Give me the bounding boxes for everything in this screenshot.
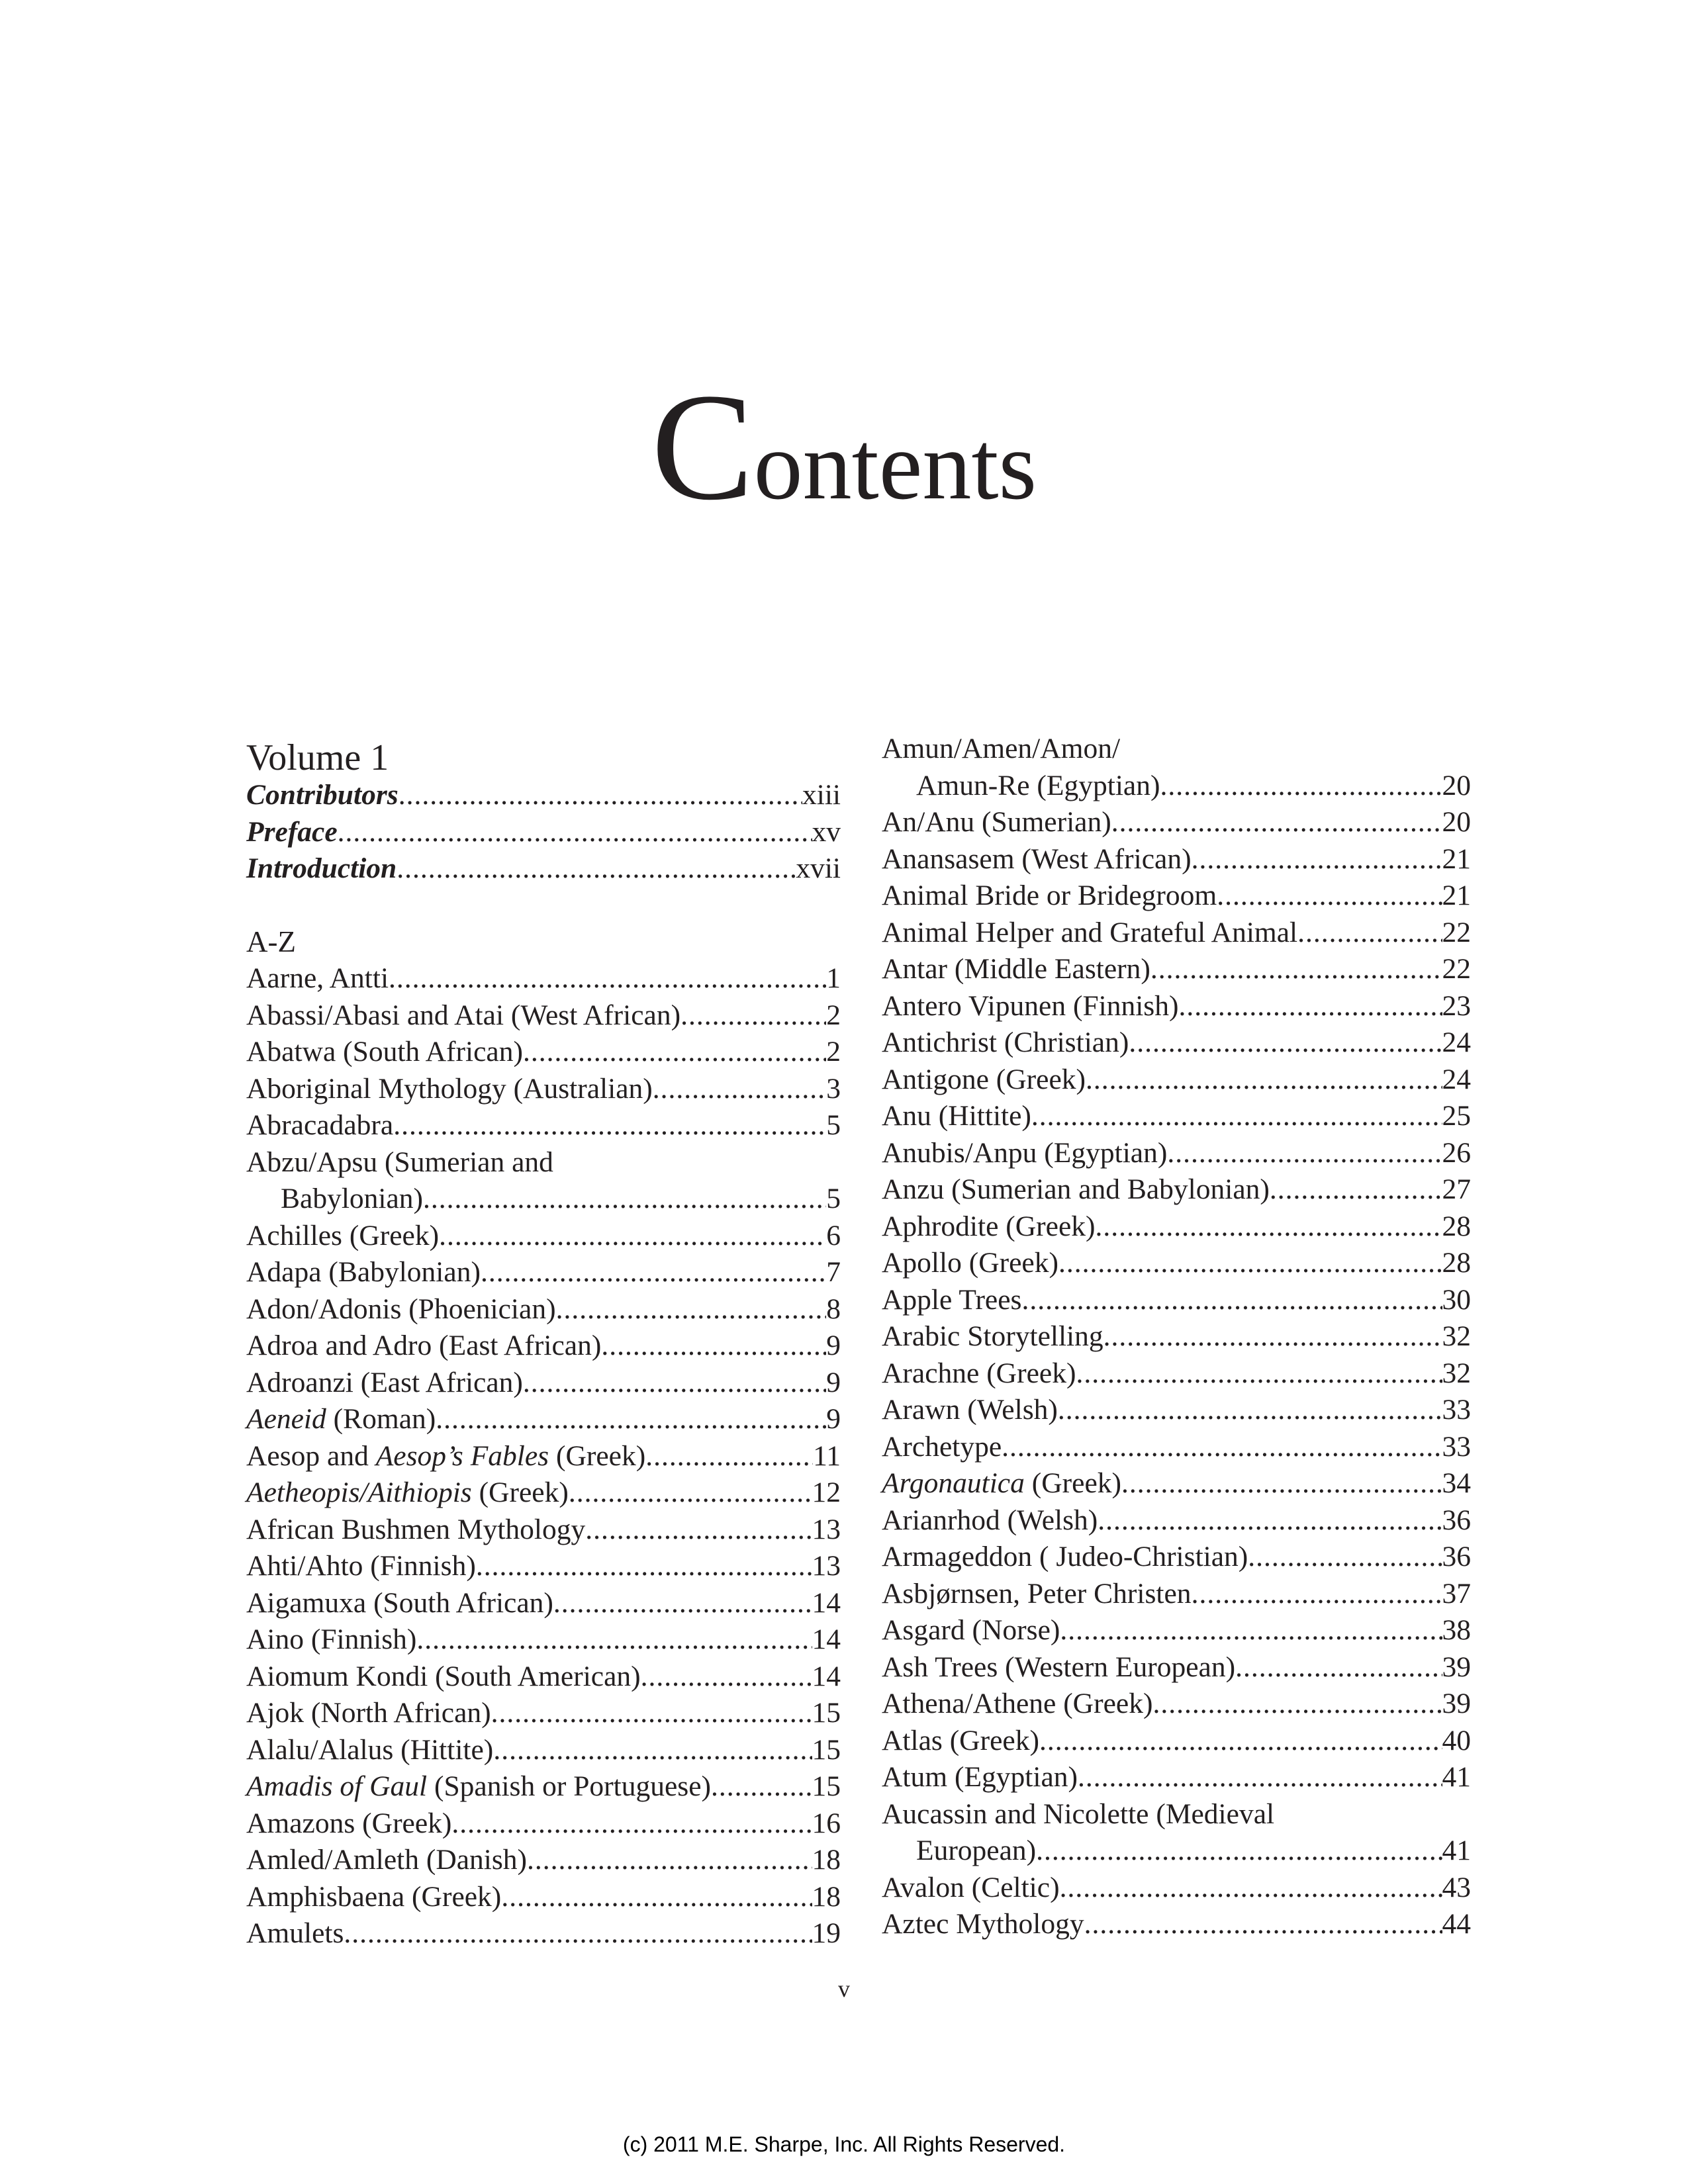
toc-entry-label: Aztec Mythology <box>882 1908 1084 1940</box>
dot-leader <box>1192 841 1442 878</box>
toc-entry-label: Ajok (North African) <box>246 1697 491 1729</box>
toc-entry-page: 28 <box>1442 1247 1471 1279</box>
dot-leader <box>1111 804 1442 841</box>
toc-entry[interactable] <box>246 1585 841 1622</box>
copyright-notice: (c) 2011 M.E. Sharpe, Inc. All Rights Reserved. <box>622 2132 1066 2156</box>
toc-right-column <box>882 731 1471 1943</box>
toc-entry-page: 11 <box>813 1439 841 1472</box>
toc-entry-title-italic: Aeneid <box>246 1403 326 1435</box>
toc-entry-label-rest: (Spanish or Portuguese) <box>427 1770 711 1802</box>
toc-entry-label: Amled/Amleth (Danish) <box>246 1844 528 1876</box>
dot-leader <box>451 1805 812 1843</box>
toc-entry[interactable] <box>882 1723 1471 1760</box>
toc-entry-label: Alalu/Alalus (Hittite) <box>246 1733 494 1766</box>
toc-entry-label: Anzu (Sumerian and Babylonian) <box>882 1173 1270 1205</box>
toc-entry-page: 1 <box>826 962 841 994</box>
toc-entry-label-rest: (Greek) <box>1024 1467 1121 1499</box>
toc-entry-page: 20 <box>1442 769 1471 801</box>
toc-entry-label: Atlas (Greek) <box>882 1724 1039 1756</box>
toc-entry-page: 41 <box>1442 1761 1471 1793</box>
dot-leader <box>416 1621 812 1659</box>
toc-entry-page: 15 <box>812 1733 841 1766</box>
toc-entry-label: Adroa and Adro (East African) <box>246 1330 602 1361</box>
toc-entry-page: 36 <box>1442 1541 1471 1572</box>
dot-leader <box>436 1401 826 1438</box>
dot-leader <box>1150 951 1442 988</box>
dot-leader <box>1297 915 1442 952</box>
toc-entry[interactable] <box>246 1512 841 1549</box>
toc-entry-first-line[interactable]: Abzu/Apsu (Sumerian and <box>246 1146 553 1178</box>
dot-leader <box>1152 1686 1442 1723</box>
toc-entry-label: Abassi/Abasi and Atai (West African) <box>246 999 681 1031</box>
toc-entry-page: 20 <box>1442 806 1471 838</box>
toc-entry-first-line[interactable]: Aucassin and Nicolette (Medieval <box>882 1797 1275 1830</box>
toc-entry[interactable] <box>882 1429 1471 1466</box>
toc-entry-page: 32 <box>1442 1357 1471 1389</box>
toc-entry[interactable] <box>882 1171 1471 1208</box>
toc-entry-page: 14 <box>812 1586 841 1619</box>
dot-leader <box>1060 1612 1442 1649</box>
toc-entry[interactable] <box>246 1218 841 1255</box>
toc-entry[interactable] <box>882 1282 1471 1319</box>
toc-entry[interactable] <box>882 915 1471 952</box>
dot-leader <box>1039 1723 1442 1760</box>
toc-entry-label: Asgard (Norse) <box>882 1614 1060 1646</box>
toc-entry-introduction[interactable] <box>246 850 841 887</box>
toc-entry-label: Asbjørnsen, Peter Christen <box>882 1577 1192 1610</box>
toc-entry-label: Adapa (Babylonian) <box>246 1256 481 1288</box>
toc-entry-title-italic: Aesop’s Fables <box>375 1439 549 1472</box>
toc-entry-page: 21 <box>1442 842 1471 875</box>
dot-leader <box>641 1659 812 1696</box>
dot-leader <box>523 1365 826 1402</box>
toc-entry-label: Antero Vipunen (Finnish) <box>882 989 1179 1022</box>
toc-entry-label: Antar (Middle Eastern) <box>882 953 1150 985</box>
toc-entry-page: xvii <box>796 852 841 884</box>
dot-leader <box>653 1071 827 1108</box>
toc-entry[interactable] <box>246 1548 841 1585</box>
volume-heading: Volume 1 <box>246 737 389 778</box>
toc-entry-first-line[interactable]: Amun/Amen/Amon/ <box>882 733 1121 764</box>
toc-entry-label: Abracadabra <box>246 1109 394 1141</box>
toc-entry[interactable] <box>882 1759 1471 1796</box>
toc-entry-page: 14 <box>812 1660 841 1692</box>
dot-leader <box>393 1107 826 1144</box>
dot-leader <box>569 1475 812 1512</box>
toc-entry[interactable] <box>882 841 1471 878</box>
dot-leader <box>1021 1282 1442 1319</box>
toc-entry-label-pre: Aesop and <box>246 1439 376 1472</box>
toc-entry[interactable] <box>882 1649 1471 1686</box>
toc-entry-label-rest: (Greek) <box>471 1477 569 1508</box>
toc-entry[interactable] <box>882 1870 1471 1907</box>
toc-entry-label: African Bushmen Mythology <box>246 1513 586 1545</box>
toc-entry-label: Antigone (Greek) <box>882 1063 1086 1095</box>
dot-leader <box>1129 1024 1442 1062</box>
toc-entry-page: 12 <box>812 1477 841 1508</box>
toc-entry-label: Arianrhod (Welsh) <box>882 1504 1098 1536</box>
dot-leader <box>645 1438 813 1475</box>
dot-leader <box>585 1512 812 1549</box>
toc-entry[interactable] <box>246 1732 841 1769</box>
toc-entry-label <box>246 1475 569 1512</box>
toc-entry-label: Anubis/Anpu (Egyptian) <box>882 1136 1168 1169</box>
toc-entry-label: Abatwa (South African) <box>246 1036 523 1068</box>
toc-entry-page: 8 <box>826 1293 841 1325</box>
toc-entry[interactable] <box>882 1098 1471 1135</box>
toc-entry[interactable] <box>246 1365 841 1402</box>
dot-leader <box>1160 768 1442 805</box>
toc-entry-label: Apple Trees <box>882 1283 1022 1316</box>
dot-leader <box>344 1915 812 1952</box>
toc-entry[interactable] <box>246 1071 841 1108</box>
toc-entry[interactable] <box>246 1621 841 1659</box>
toc-entry-page: 2 <box>826 999 841 1031</box>
toc-entry-page: 44 <box>1442 1908 1471 1940</box>
dot-leader <box>1121 1465 1442 1502</box>
dot-leader <box>501 1879 812 1916</box>
toc-entry-continuation[interactable] <box>882 768 1471 805</box>
toc-entry[interactable] <box>246 1291 841 1328</box>
dot-leader <box>553 1585 812 1622</box>
toc-entry-label: Amun-Re (Egyptian) <box>916 769 1160 801</box>
toc-entry-continuation[interactable] <box>246 1181 841 1218</box>
toc-entry-label: Amazons (Greek) <box>246 1807 452 1839</box>
dot-leader <box>1086 1062 1442 1099</box>
toc-entry[interactable] <box>246 1475 841 1512</box>
toc-entry-label: Preface <box>246 815 338 848</box>
dot-leader <box>1192 1576 1442 1613</box>
toc-entry-page: 18 <box>812 1880 841 1913</box>
toc-entry-label: Armageddon ( Judeo-Christian) <box>882 1541 1248 1572</box>
toc-entry-page: 25 <box>1442 1100 1471 1132</box>
toc-entry[interactable] <box>246 1328 841 1365</box>
toc-entry[interactable] <box>882 1465 1471 1502</box>
toc-entry-label: Adon/Adonis (Phoenician) <box>246 1293 556 1325</box>
toc-entry[interactable] <box>246 960 841 997</box>
toc-entry-page: 39 <box>1442 1688 1471 1719</box>
toc-entry[interactable] <box>882 951 1471 988</box>
toc-entry-label: Ash Trees (Western European) <box>882 1651 1236 1683</box>
toc-entry[interactable] <box>246 1659 841 1696</box>
toc-entry-page: 2 <box>826 1036 841 1068</box>
toc-entry[interactable] <box>882 1576 1471 1613</box>
toc-entry[interactable] <box>246 1401 841 1438</box>
toc-entry-label: European) <box>916 1835 1037 1866</box>
toc-entry-label: Anansasem (West African) <box>882 842 1192 875</box>
toc-entry-label: Arachne (Greek) <box>882 1357 1076 1389</box>
toc-entry-page: 37 <box>1442 1577 1471 1610</box>
dot-leader <box>1270 1171 1442 1208</box>
dot-leader <box>1076 1355 1442 1392</box>
toc-entry-page: 18 <box>812 1844 841 1876</box>
toc-entry-label: Arawn (Welsh) <box>882 1394 1058 1426</box>
dot-leader <box>1178 988 1442 1025</box>
toc-entry[interactable] <box>882 1024 1471 1062</box>
toc-entry-page: 9 <box>826 1330 841 1361</box>
page-number: v <box>838 1976 850 2002</box>
toc-entry[interactable] <box>246 1768 841 1805</box>
toc-entry-page: 9 <box>826 1366 841 1398</box>
toc-entry-label: Aigamuxa (South African) <box>246 1586 553 1619</box>
dot-leader <box>1096 1208 1442 1246</box>
toc-entry-page: 27 <box>1442 1173 1471 1205</box>
dot-leader <box>476 1548 812 1585</box>
dot-leader <box>1103 1318 1442 1355</box>
toc-entry-page: 24 <box>1442 1026 1471 1058</box>
toc-entry-label: Ahti/Ahto (Finnish) <box>246 1550 476 1582</box>
toc-entry-label: Animal Bride or Bridegroom <box>882 880 1217 911</box>
dot-leader <box>680 997 826 1034</box>
toc-entry[interactable] <box>246 1034 841 1071</box>
toc-entry-label <box>246 1438 645 1475</box>
toc-entry-page: 13 <box>812 1513 841 1545</box>
toc-entry-label: Avalon (Celtic) <box>882 1871 1060 1903</box>
toc-entry-page: 13 <box>812 1550 841 1582</box>
toc-entry-continuation[interactable] <box>882 1833 1471 1870</box>
toc-entry-title-italic: Aetheopis/Aithiopis <box>246 1477 472 1508</box>
toc-entry-label <box>882 1465 1121 1502</box>
dot-leader <box>711 1768 812 1805</box>
toc-entry-label: Aiomum Kondi (South American) <box>246 1660 641 1692</box>
toc-entry[interactable] <box>882 1612 1471 1649</box>
toc-entry[interactable] <box>882 1539 1471 1576</box>
dot-leader <box>1098 1502 1442 1539</box>
toc-entry-page: 16 <box>812 1807 841 1839</box>
toc-entry-page: 38 <box>1442 1614 1471 1646</box>
dot-leader <box>397 850 796 887</box>
toc-entry-label: Aphrodite (Greek) <box>882 1210 1096 1242</box>
toc-entry[interactable] <box>246 1879 841 1916</box>
dot-leader <box>399 777 802 814</box>
toc-entry-page: 22 <box>1442 953 1471 985</box>
toc-entry-label: Antichrist (Christian) <box>882 1026 1129 1058</box>
toc-entry-label: Apollo (Greek) <box>882 1247 1058 1279</box>
toc-entry-page: 41 <box>1442 1835 1471 1866</box>
toc-entry-label: Achilles (Greek) <box>246 1219 440 1251</box>
toc-entry-label: Animal Helper and Grateful Animal <box>882 916 1298 948</box>
toc-entry[interactable] <box>246 1107 841 1144</box>
toc-entry[interactable] <box>246 1438 841 1475</box>
toc-entry-page: 6 <box>826 1219 841 1251</box>
dot-leader <box>389 960 826 997</box>
toc-entry-label: Athena/Athene (Greek) <box>882 1688 1153 1719</box>
toc-entry-page: 21 <box>1442 880 1471 911</box>
toc-entry-label-rest: (Greek) <box>549 1439 646 1472</box>
toc-entry-page: 22 <box>1442 916 1471 948</box>
toc-entry-label: Aarne, Antti <box>246 962 389 994</box>
dot-leader <box>1167 1135 1442 1172</box>
toc-entry[interactable] <box>882 1135 1471 1172</box>
toc-entry-preface[interactable] <box>246 814 841 851</box>
toc-entry-page: 32 <box>1442 1320 1471 1352</box>
toc-entry-label <box>246 1768 711 1805</box>
dot-leader <box>1058 1392 1442 1429</box>
toc-entry[interactable] <box>882 1245 1471 1282</box>
toc-entry-page: 33 <box>1442 1430 1471 1463</box>
toc-entry[interactable] <box>882 988 1471 1025</box>
toc-entry-page: 3 <box>826 1072 841 1105</box>
toc-entry[interactable] <box>246 1842 841 1879</box>
toc-entry-title-italic: Amadis of Gaul <box>246 1770 428 1802</box>
toc-entry-label: Aboriginal Mythology (Australian) <box>246 1072 653 1105</box>
toc-entry-label: Contributors <box>246 779 399 811</box>
toc-entry-page: 30 <box>1442 1283 1471 1316</box>
dot-leader <box>1078 1759 1442 1796</box>
section-heading-a-z: A-Z <box>246 925 296 958</box>
toc-entry-page: 28 <box>1442 1210 1471 1242</box>
toc-entry[interactable] <box>882 1318 1471 1355</box>
toc-entry-label: Archetype <box>882 1430 1002 1463</box>
dot-leader <box>1036 1833 1442 1870</box>
toc-entry-page: 5 <box>826 1109 841 1141</box>
toc-entry[interactable] <box>246 1254 841 1291</box>
toc-entry-label: Atum (Egyptian) <box>882 1761 1078 1793</box>
toc-entry[interactable] <box>882 804 1471 841</box>
toc-entry-label: Introduction <box>246 852 397 884</box>
page-title <box>0 362 1688 532</box>
dot-leader <box>601 1328 826 1365</box>
toc-entry-page: 9 <box>826 1403 841 1435</box>
toc-entry[interactable] <box>882 1392 1471 1429</box>
dot-leader <box>1217 878 1442 915</box>
toc-entry-label: Amphisbaena (Greek) <box>246 1880 502 1913</box>
dot-leader <box>1002 1429 1442 1466</box>
dot-leader <box>493 1732 812 1769</box>
page-title-initial: C <box>651 362 754 532</box>
toc-entry[interactable] <box>246 997 841 1034</box>
dot-leader <box>527 1842 812 1879</box>
toc-entry-page: 5 <box>826 1183 841 1214</box>
toc-entry-page: 7 <box>826 1256 841 1288</box>
toc-entry-label-rest: (Roman) <box>326 1403 436 1435</box>
dot-leader <box>523 1034 826 1071</box>
toc-entry-page: xiii <box>802 779 841 811</box>
dot-leader <box>556 1291 827 1328</box>
dot-leader <box>338 814 812 851</box>
toc-entry-page: 39 <box>1442 1651 1471 1683</box>
toc-entry-label: An/Anu (Sumerian) <box>882 806 1111 838</box>
toc-entry[interactable] <box>882 1208 1471 1246</box>
toc-entry-page: 36 <box>1442 1504 1471 1536</box>
dot-leader <box>1031 1098 1442 1135</box>
toc-left-column <box>246 731 841 1952</box>
toc-entry-page: 33 <box>1442 1394 1471 1426</box>
toc-entry-page: 15 <box>812 1770 841 1802</box>
toc-entry-contributors[interactable] <box>246 777 841 814</box>
toc-entry[interactable] <box>246 1695 841 1732</box>
toc-entry[interactable] <box>246 1805 841 1843</box>
toc-entry[interactable] <box>246 1915 841 1952</box>
dot-leader <box>1060 1870 1442 1907</box>
toc-entry[interactable] <box>882 1062 1471 1099</box>
toc-entry[interactable] <box>882 1686 1471 1723</box>
toc-entry-page: 43 <box>1442 1871 1471 1903</box>
toc-entry-label <box>246 1401 436 1438</box>
dot-leader <box>439 1218 826 1255</box>
toc-entry-page: 24 <box>1442 1063 1471 1095</box>
dot-leader <box>423 1181 826 1218</box>
toc-entry[interactable] <box>882 1906 1471 1943</box>
dot-leader <box>481 1254 826 1291</box>
toc-entry-page: xv <box>812 815 841 848</box>
toc-entry-title-italic: Argonautica <box>882 1467 1025 1499</box>
toc-entry-page: 40 <box>1442 1724 1471 1756</box>
toc-entry[interactable] <box>882 878 1471 915</box>
toc-entry-label: Anu (Hittite) <box>882 1100 1031 1132</box>
toc-entry-page: 15 <box>812 1697 841 1729</box>
dot-leader <box>1058 1245 1442 1282</box>
dot-leader <box>1084 1906 1442 1943</box>
toc-entry[interactable] <box>882 1355 1471 1392</box>
dot-leader <box>491 1695 812 1732</box>
toc-entry-page: 34 <box>1442 1467 1471 1499</box>
toc-entry-label: Amulets <box>246 1917 344 1949</box>
page-title-rest: ontents <box>753 412 1037 520</box>
dot-leader <box>1235 1649 1442 1686</box>
toc-entry-page: 14 <box>812 1623 841 1655</box>
toc-entry-label: Babylonian) <box>281 1183 424 1214</box>
dot-leader <box>1248 1539 1442 1576</box>
toc-entry-page: 23 <box>1442 989 1471 1022</box>
toc-entry-page: 19 <box>812 1917 841 1949</box>
toc-entry[interactable] <box>882 1502 1471 1539</box>
toc-entry-label: Aino (Finnish) <box>246 1623 417 1655</box>
toc-entry-page: 26 <box>1442 1136 1471 1169</box>
toc-entry-label: Arabic Storytelling <box>882 1320 1103 1352</box>
toc-entry-label: Adroanzi (East African) <box>246 1366 523 1398</box>
